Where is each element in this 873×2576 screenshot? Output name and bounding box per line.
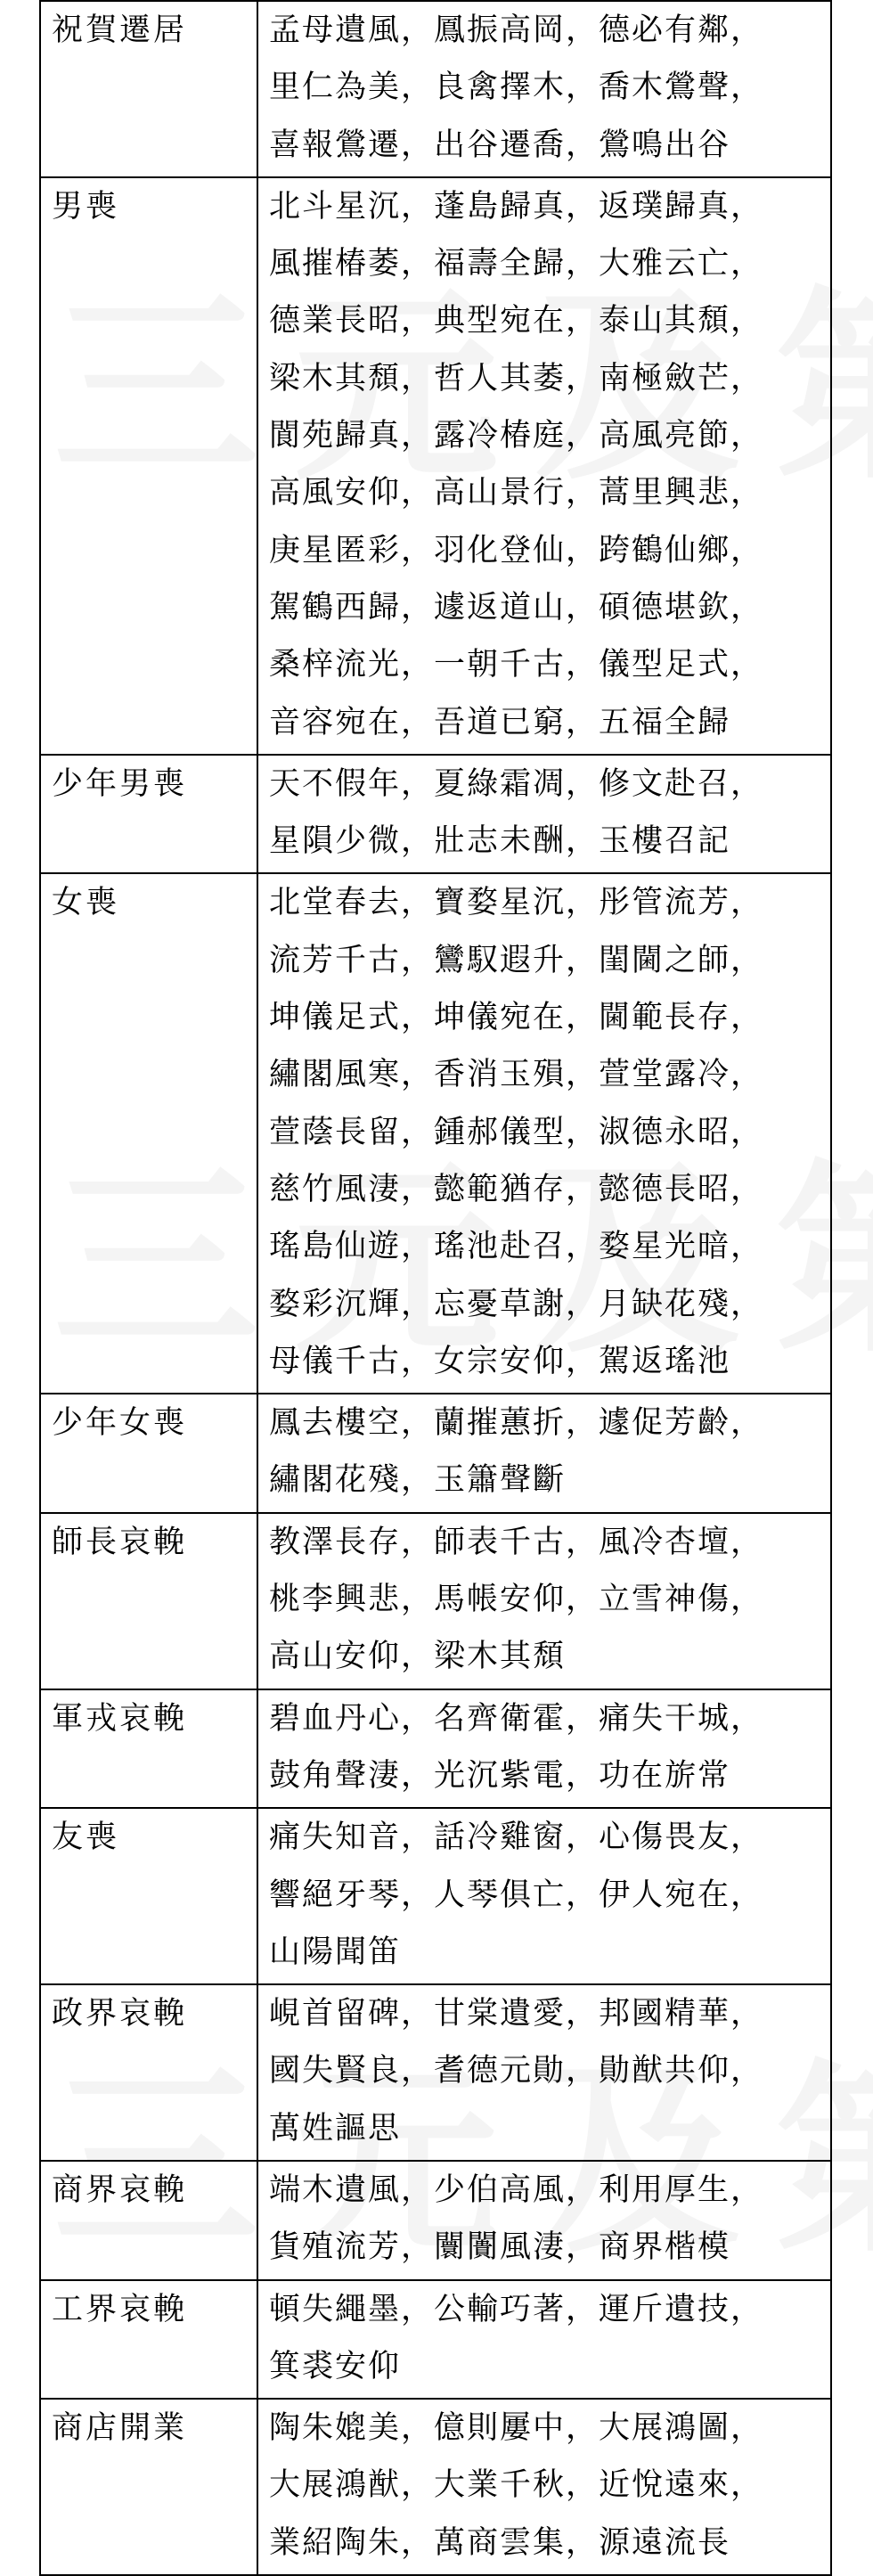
phrase-line: 端木遺風，少伯高風，利用厚生， <box>269 2171 764 2208</box>
category-cell: 師長哀輓 <box>40 1513 257 1689</box>
table-row <box>40 2399 831 2575</box>
table-row <box>40 1689 831 1809</box>
phrase-line: 陶朱媲美，億則屢中，大展鴻圖， <box>269 2410 764 2447</box>
phrase-line: 痛失知音，話冷雞窗，心傷畏友， <box>269 1820 764 1856</box>
phrase-line: 庚星匿彩，羽化登仙，跨鶴仙鄉， <box>269 532 764 568</box>
phrase-line: 德業長昭，典型宛在，泰山其頹， <box>269 303 764 339</box>
table-row <box>40 873 831 1394</box>
phrase-line: 高風安仰，高山景行，蒿里興悲， <box>269 475 764 511</box>
phrase-line: 婺彩沉輝，忘憂草謝，月缺花殘， <box>269 1286 764 1322</box>
phrase-line: 天不假年，夏綠霜凋，修文赴召， <box>269 765 764 802</box>
table-row <box>40 2280 831 2400</box>
category-cell: 少年男喪 <box>40 755 257 874</box>
category-cell: 友喪 <box>40 1808 257 1984</box>
phrase-line: 北堂春去，寶婺星沉，彤管流芳， <box>269 885 764 921</box>
phrase-line: 桑梓流光，一朝千古，儀型足式， <box>269 647 764 683</box>
phrases-cell <box>257 2161 831 2280</box>
category-cell: 少年女喪 <box>40 1394 257 1513</box>
phrase-line: 北斗星沉，蓬島歸真，返璞歸真， <box>269 188 764 225</box>
phrase-line: 母儀千古，女宗安仰，駕返瑤池 <box>269 1343 731 1379</box>
phrase-line: 閬苑歸真，露冷椿庭，高風亮節， <box>269 418 764 454</box>
phrase-line: 峴首留碑，甘棠遺愛，邦國精華， <box>269 1996 764 2032</box>
phrase-line: 瑤島仙遊，瑤池赴召，婺星光暗， <box>269 1229 764 1265</box>
table-row <box>40 177 831 755</box>
phrase-line: 音容宛在，吾道已窮，五福全歸 <box>269 704 731 740</box>
category-cell: 祝賀遷居 <box>40 1 257 177</box>
phrases-cell <box>257 2399 831 2575</box>
table-row <box>40 1 831 177</box>
phrases-cell <box>257 1394 831 1513</box>
phrase-line: 梁木其頹，哲人其萎，南極斂芒， <box>269 360 764 397</box>
phrase-line: 國失賢良，耆德元勛，勛猷共仰， <box>269 2053 764 2089</box>
category-cell: 商店開業 <box>40 2399 257 2575</box>
category-cell: 政界哀輓 <box>40 1984 257 2161</box>
phrase-line: 風摧椿萎，福壽全歸，大雅云亡， <box>269 246 764 282</box>
category-cell: 軍戎哀輓 <box>40 1689 257 1809</box>
phrase-line: 駕鶴西歸，遽返道山，碩德堪欽， <box>269 589 764 626</box>
category-cell: 男喪 <box>40 177 257 755</box>
phrase-line: 慈竹風淒，懿範猶存，懿德長昭， <box>269 1171 764 1207</box>
phrase-line: 里仁為美，良禽擇木，喬木鶯聲， <box>269 70 764 106</box>
phrase-line: 業紹陶朱，萬商雲集，源遠流長 <box>269 2524 731 2561</box>
phrases-cell <box>257 177 831 755</box>
table-row <box>40 2161 831 2280</box>
phrases-cell <box>257 1689 831 1809</box>
table-row <box>40 1984 831 2161</box>
phrase-line: 山陽聞笛 <box>269 1934 402 1970</box>
phrase-line: 箕裘安仰 <box>269 2348 402 2384</box>
phrase-line: 鼓角聲淒，光沉紫電，功在旂常 <box>269 1757 731 1794</box>
phrase-line: 頓失繩墨，公輸巧著，運斤遺技， <box>269 2291 764 2327</box>
category-cell: 工界哀輓 <box>40 2280 257 2400</box>
phrases-cell <box>257 1 831 177</box>
phrase-line: 坤儀足式，坤儀宛在，閫範長存， <box>269 1000 764 1036</box>
phrase-line: 孟母遺風，鳳振高岡，德必有鄰， <box>269 12 764 48</box>
phrases-cell <box>257 1513 831 1689</box>
phrase-line: 繡閣風寒，香消玉殞，萱堂露冷， <box>269 1057 764 1093</box>
phrases-cell <box>257 873 831 1394</box>
phrase-table <box>39 0 832 2576</box>
phrase-line: 繡閣花殘，玉簫聲斷 <box>269 1462 567 1499</box>
phrase-line: 教澤長存，師表千古，風冷杏壇， <box>269 1524 764 1560</box>
table-row <box>40 1394 831 1513</box>
category-cell: 女喪 <box>40 873 257 1394</box>
phrases-cell <box>257 1984 831 2161</box>
phrase-table-body <box>40 1 831 2575</box>
phrases-cell <box>257 2280 831 2400</box>
phrases-cell <box>257 1808 831 1984</box>
phrase-line: 響絕牙琴，人琴俱亡，伊人宛在， <box>269 1877 764 1913</box>
phrase-line: 碧血丹心，名齊衛霍，痛失干城， <box>269 1700 764 1737</box>
phrase-line: 桃李興悲，馬帳安仰，立雪神傷， <box>269 1582 764 1618</box>
phrase-line: 大展鴻猷，大業千秋，近悅遠來， <box>269 2467 764 2504</box>
table-row <box>40 755 831 874</box>
phrase-line: 高山安仰，梁木其頹 <box>269 1639 567 1675</box>
phrase-line: 鳳去樓空，蘭摧蕙折，遽促芳齡， <box>269 1405 764 1442</box>
category-cell: 商界哀輓 <box>40 2161 257 2280</box>
phrase-line: 流芳千古，鸞馭遐升，閨閫之師， <box>269 942 764 978</box>
phrase-line: 星隕少微，壯志未酬，玉樓召記 <box>269 823 731 860</box>
phrase-line: 萬姓謳思 <box>269 2110 402 2147</box>
phrase-line: 萱蔭長留，鍾郝儀型，淑德永昭， <box>269 1114 764 1150</box>
phrase-line: 喜報鶯遷，出谷遷喬，鶯鳴出谷 <box>269 127 731 163</box>
table-row <box>40 1808 831 1984</box>
phrase-line: 貨殖流芳，闤闠風淒，商界楷模 <box>269 2229 731 2266</box>
phrases-cell <box>257 755 831 874</box>
table-row <box>40 1513 831 1689</box>
